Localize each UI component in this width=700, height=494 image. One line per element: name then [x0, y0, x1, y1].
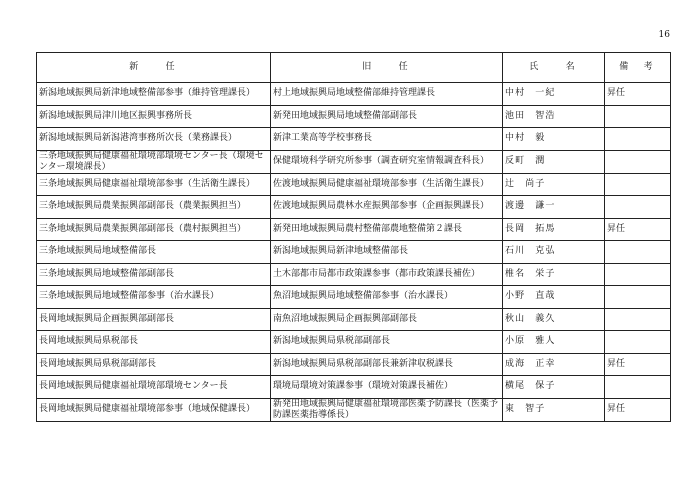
cell-new-post: 長岡地域振興局健康福祉環境部参事（地域保健課長）: [37, 398, 271, 421]
cell-new-post: 三条地域振興局地域整備部長: [37, 241, 271, 264]
cell-old-post: 南魚沼地域振興局企画振興部副部長: [271, 308, 503, 331]
cell-old-post: 新潟地域振興局新津地域整備部長: [271, 241, 503, 264]
cell-note: 昇任: [605, 218, 671, 241]
table-row: [37, 353, 671, 376]
cell-name: 小野 直哉: [503, 286, 605, 309]
cell-name: 東 智子: [503, 398, 605, 421]
cell-old-post: 新津工業高等学校事務長: [271, 128, 503, 151]
cell-new-post: 三条地域振興局地域整備部参事（治水課長）: [37, 286, 271, 309]
table-row: [37, 241, 671, 264]
personnel-table: [36, 52, 671, 422]
table-row: [37, 376, 671, 399]
cell-note: [605, 263, 671, 286]
cell-new-post: 長岡地域振興局企画振興部副部長: [37, 308, 271, 331]
table-row: [37, 196, 671, 219]
cell-name: 中村 一紀: [503, 83, 605, 106]
cell-new-post: 長岡地域振興局県税部長: [37, 331, 271, 354]
table-row: [37, 83, 671, 106]
cell-note: [605, 331, 671, 354]
cell-old-post: 魚沼地域振興局地域整備部参事（治水課長）: [271, 286, 503, 309]
cell-name: 成海 正幸: [503, 353, 605, 376]
table-row: [37, 128, 671, 151]
cell-new-post: 三条地域振興局健康福祉環境部参事（生活衛生課長）: [37, 173, 271, 196]
table-row: [37, 263, 671, 286]
cell-note: 昇任: [605, 353, 671, 376]
cell-old-post: 保健環境科学研究所参事（調査研究室情報調査科長）: [271, 150, 503, 173]
cell-old-post: 新発田地域振興局農村整備部農地整備第２課長: [271, 218, 503, 241]
table-header-row: [37, 53, 671, 83]
cell-name: 椎名 栄子: [503, 263, 605, 286]
cell-old-post: 新潟地域振興局県税部副部長: [271, 331, 503, 354]
cell-note: 昇任: [605, 398, 671, 421]
cell-new-post: 長岡地域振興局県税部副部長: [37, 353, 271, 376]
cell-name: 横尾 保子: [503, 376, 605, 399]
cell-old-post: 新発田地域振興局健康福祉環境部医薬予防課長（医薬予防課医薬指導係長）: [271, 398, 503, 421]
cell-new-post: 新潟地域振興局新津地域整備部参事（維持管理課長）: [37, 83, 271, 106]
table-row: [37, 398, 671, 421]
table-row: [37, 286, 671, 309]
cell-note: [605, 128, 671, 151]
cell-note: [605, 241, 671, 264]
cell-note: [605, 196, 671, 219]
cell-note: 昇任: [605, 83, 671, 106]
cell-note: [605, 150, 671, 173]
cell-name: 渡邊 謙一: [503, 196, 605, 219]
cell-name: 中村 毅: [503, 128, 605, 151]
cell-old-post: 環境局環境対策課参事（環境対策課長補佐）: [271, 376, 503, 399]
cell-name: 辻 尚子: [503, 173, 605, 196]
cell-name: 反町 潤: [503, 150, 605, 173]
table-row: [37, 173, 671, 196]
cell-new-post: 三条地域振興局地域整備部副部長: [37, 263, 271, 286]
header-old-post: 旧 任: [271, 53, 503, 83]
cell-new-post: 新潟地域振興局新潟港湾事務所次長（業務課長）: [37, 128, 271, 151]
cell-old-post: 土木部都市局都市政策課参事（都市政策課長補佐）: [271, 263, 503, 286]
cell-new-post: 三条地域振興局農業振興部副部長（農村振興担当）: [37, 218, 271, 241]
cell-note: [605, 376, 671, 399]
cell-new-post: 三条地域振興局健康福祉環境部環境センター長（環境センター環境課長）: [37, 150, 271, 173]
cell-new-post: 長岡地域振興局健康福祉環境部環境センター長: [37, 376, 271, 399]
cell-old-post: 新潟地域振興局県税部副部長兼新津収税課長: [271, 353, 503, 376]
cell-old-post: 村上地域振興局地域整備部維持管理課長: [271, 83, 503, 106]
header-new-post: 新 任: [37, 53, 271, 83]
cell-old-post: 佐渡地域振興局健康福祉環境部参事（生活衛生課長）: [271, 173, 503, 196]
cell-name: 小原 雅人: [503, 331, 605, 354]
cell-note: [605, 286, 671, 309]
cell-new-post: 三条地域振興局農業振興部副部長（農業振興担当）: [37, 196, 271, 219]
cell-note: [605, 105, 671, 128]
page-number: 16: [658, 30, 670, 40]
cell-name: 秋山 義久: [503, 308, 605, 331]
cell-note: [605, 173, 671, 196]
cell-name: 石川 克弘: [503, 241, 605, 264]
table-row: [37, 218, 671, 241]
cell-name: 長岡 拓馬: [503, 218, 605, 241]
cell-old-post: 新発田地域振興局地域整備部副部長: [271, 105, 503, 128]
header-note: 備 考: [605, 53, 671, 83]
table-row: [37, 105, 671, 128]
table-row: [37, 331, 671, 354]
cell-old-post: 佐渡地域振興局農林水産振興部参事（企画振興課長）: [271, 196, 503, 219]
table-row: [37, 308, 671, 331]
header-name: 氏 名: [503, 53, 605, 83]
table-row: [37, 150, 671, 173]
cell-name: 池田 智浩: [503, 105, 605, 128]
cell-note: [605, 308, 671, 331]
cell-new-post: 新潟地域振興局津川地区振興事務所長: [37, 105, 271, 128]
